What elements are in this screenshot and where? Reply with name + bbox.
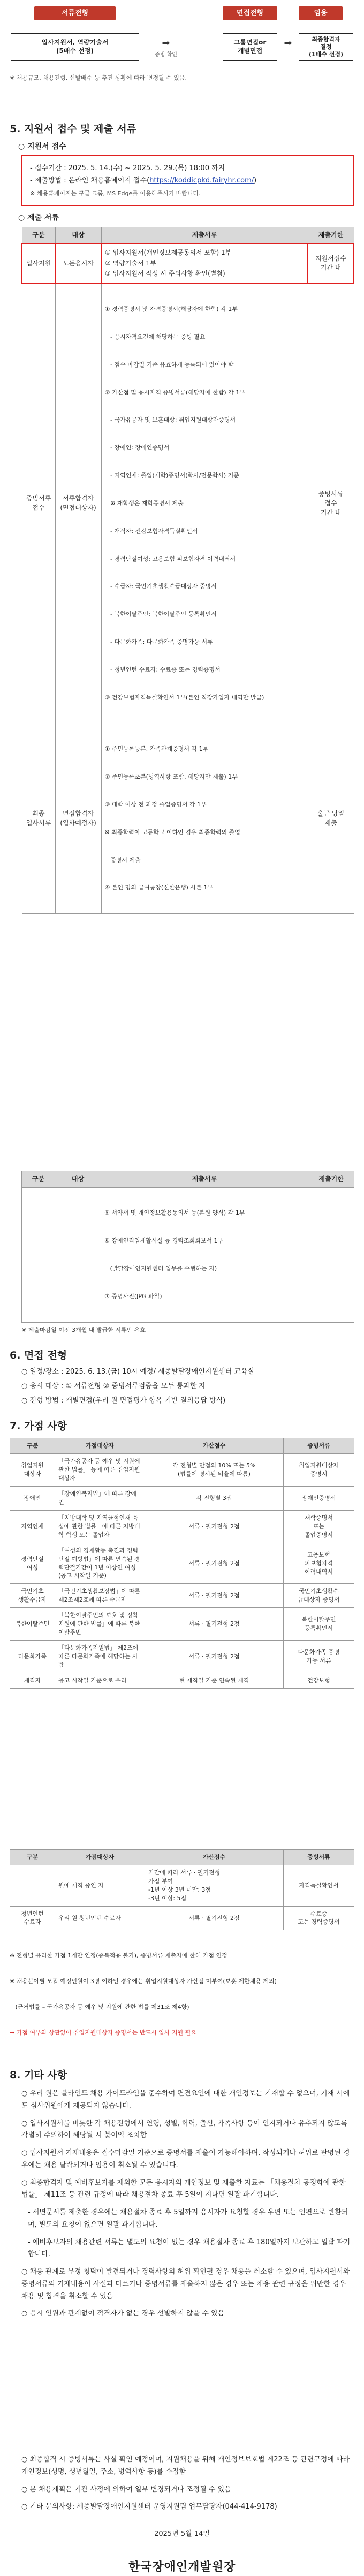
flow-note: ※ 채용규모, 채용전형, 선발배수 등 추진 상황에 따라 변경될 수 있음.	[10, 74, 187, 81]
interview-target: ○ 응시 대상 : ① 서류전형 ② 증빙서류검증을 모두 통과한 자	[21, 1382, 206, 1390]
misc-subitem: - 예비후보자의 채용관련 서류는 별도의 요청이 없는 경우 채용절차 종료 후 180일까지 보관하고 일괄 파기합니다.	[28, 2238, 351, 2259]
doc-item: ⑦ 증명사진(JPG 파일)	[104, 1292, 162, 1300]
row-points: 서류 · 필기전형 2점	[145, 1608, 284, 1641]
arrow-label: 증빙 확인	[155, 52, 177, 58]
stage-label-document: 서류전형	[34, 6, 116, 20]
misc-item: ○ 입사지원서를 비롯한 각 채용전형에서 연령, 성별, 학력, 출신, 가족사항 등이 인지되거나 유추되지 않도록 각별히 주의하여 해당될 시 불이익 조치함	[21, 2119, 348, 2140]
col-header-category: 구분	[10, 1849, 55, 1865]
bonus-points-table-cont	[10, 1849, 354, 1931]
row-category: 재직자	[10, 1673, 55, 1688]
row-target: 공고 시작일 기준으로 우리	[55, 1673, 145, 1688]
row-deadline: 증빙서류 접수 기간 내	[308, 283, 354, 723]
doc-item: - 북한이탈주민: 북한이탈주민 등록확인서	[104, 611, 217, 618]
row-points: 서류 · 필기전형 2점	[145, 1510, 284, 1543]
doc-item: (발달장애인지원센터 업무를 수행하는 자)	[104, 1265, 217, 1272]
table-header-row	[10, 1438, 354, 1454]
arrow-right-icon: ➡	[162, 37, 170, 49]
selection-flow	[10, 0, 354, 117]
stage-box-document: 입사지원서, 역량기술서 (5배수 선정)	[11, 33, 139, 61]
row-target: 「장애인복지법」에 따른 장애인	[55, 1486, 145, 1510]
documents-validity-note: ※ 제출마감일 이전 3개월 내 발급한 서류만 유효	[21, 1326, 146, 1333]
row-target: 「다문화가족지원법」 제2조에 따른 다문화가족에 해당하는 사람	[55, 1641, 145, 1673]
col-header-proof: 증빙서류	[284, 1849, 354, 1865]
row-target: 「여성의 경제활동 촉진과 경력단절 예방법」에 따른 연속된 경력단절기간이 1년 이상인 여성(공고 시작일 기준)	[55, 1543, 145, 1584]
row-points: 서류 · 필기전형 2점	[145, 1543, 284, 1584]
doc-item: ※ 최종학력이 고등학교 이하인 경우 최종학력의 졸업	[104, 828, 240, 836]
table-header-row	[22, 227, 354, 243]
table-row	[10, 1543, 354, 1584]
bonus-note: ※ 채용분야별 모집 예정인원이 3명 이하인 경우에는 취업지원대상자 가산점 미부여(보훈 제한채용 제외)	[10, 1978, 277, 1985]
row-points: 각 전형별 만점의 10% 또는 5% (법률에 명시된 비율에 따름)	[145, 1454, 284, 1487]
doc-item: ② 주민등록초본(병역사항 포함, 해당자만 제출) 1부	[104, 773, 238, 781]
page-gap	[10, 914, 354, 1171]
col-header-points: 가산점수	[145, 1849, 284, 1865]
arrow-final	[279, 39, 297, 48]
row-deadline	[308, 1187, 354, 1322]
misc-subitem: - 서면문서를 제출한 경우에는 채용절차 종료 후 5일까지 응시자가 요청할 경우 우편 또는 인편으로 반환되며, 별도의 요청이 없으면 일괄 파기합니다.	[28, 2208, 348, 2229]
row-proof: 고용보험 피보험자격 이력내역서	[284, 1543, 354, 1584]
row-proof: 건강보험	[284, 1673, 354, 1688]
doc-item: - 다문화가족: 다문화가족 증명가능 서류	[104, 638, 213, 645]
row-category: 경력단절 여성	[10, 1543, 55, 1584]
doc-item: - 청년인턴 수료자: 수료증 또는 경력증명서	[104, 666, 221, 673]
doc-item: ③ 대학 이상 전 과정 졸업증명서 각 1부	[104, 801, 207, 808]
row-category: 지역인재	[10, 1510, 55, 1543]
row-docs	[101, 243, 308, 283]
table-row	[10, 1865, 354, 1906]
application-period: - 접수기간 : 2025. 5. 14.(수) ~ 2025. 5. 29.(목) 18:00 까지	[30, 164, 225, 172]
section-5-title: 5. 지원서 접수 및 제출 서류	[10, 123, 137, 135]
table-row	[10, 1486, 354, 1510]
table-row	[10, 1608, 354, 1641]
doc-item: - 재직자: 건강보험자격득실확인서	[104, 527, 198, 535]
col-header-category: 구분	[22, 227, 55, 243]
col-header-docs: 제출서류	[101, 1171, 308, 1187]
row-proof: 국민기초생활수 급대상자 증명서	[284, 1584, 354, 1608]
doc-item: 증명서 제출	[104, 856, 141, 864]
row-target: 「북한이탈주민의 보호 및 정착지원에 관한 법률」에 따른 북한이탈주민	[55, 1608, 145, 1641]
row-target: 모든응시자	[55, 243, 101, 283]
interview-schedule: ○ 일정/장소 : 2025. 6. 13.(금) 10시 예정/ 세종발달장애인지원센터 교육실	[21, 1368, 254, 1376]
row-category: 입사지원	[22, 243, 55, 283]
misc-item: ○ 응시 인원과 관계없이 적격자가 없는 경우 선발하지 않을 수 있음	[21, 2310, 225, 2318]
row-target: 「국민기초생활보장법」에 따른 제2조제2호에 따른 수급자	[55, 1584, 145, 1608]
row-category: 북한이탈주민	[10, 1608, 55, 1641]
row-target: 원에 재직 중인 자	[55, 1865, 145, 1906]
table-row	[22, 283, 354, 723]
row-target: 면접합격자 (입사예정자)	[55, 723, 101, 914]
stage-label-interview: 면접전형	[223, 6, 277, 20]
doc-item: ② 역량기술서 1부	[105, 259, 156, 267]
section-8-title: 8. 기타 사항	[10, 2069, 67, 2081]
documents-table-cont-wrap	[21, 1171, 354, 1323]
closing-item: ○ 본 채용계획은 기관 사정에 의하여 일부 변경되거나 조정될 수 있음	[21, 2485, 231, 2494]
row-category	[22, 1187, 55, 1322]
row-points: 각 전형별 3점	[145, 1486, 284, 1510]
row-docs	[101, 283, 308, 723]
row-category: 청년인턴 수료자	[10, 1906, 55, 1930]
page-gap	[10, 1689, 354, 1849]
row-points: 서류 · 필기전형 2점	[145, 1641, 284, 1673]
col-header-points: 가산점수	[145, 1438, 284, 1454]
doc-item: - 국가유공자 및 보훈대상: 취업지원대상자증명서	[104, 416, 236, 424]
section-6-title: 6. 면접 전형	[10, 1349, 67, 1361]
table-row	[10, 1673, 354, 1688]
application-method	[30, 176, 346, 186]
row-points: 서류 · 필기전형 2점	[145, 1906, 284, 1930]
interview-items	[21, 1367, 354, 1406]
section-7-title: 7. 가점 사항	[10, 1420, 67, 1432]
col-header-deadline: 제출기한	[308, 1171, 354, 1187]
closing-item: ○ 기타 문의사항: 세종발달장애인지원센터 운영지원팀 업무담당자(044-414-9178)	[21, 2503, 277, 2511]
application-box	[21, 155, 354, 207]
recruitment-homepage-link[interactable]: https://koddicpkd.fairyhr.com/	[149, 176, 254, 185]
col-header-target: 가점대상자	[55, 1438, 145, 1454]
table-row	[10, 1584, 354, 1608]
issuing-organization: 한국장애인개발원장	[128, 2560, 236, 2574]
row-deadline: 지원서접수 기간 내	[308, 243, 354, 283]
row-proof: 다문화가족 증명 가능 서류	[284, 1641, 354, 1673]
row-points: 서류 · 필기전형 2점	[145, 1584, 284, 1608]
row-target: 「지방대학 및 지역균형인재 육성에 관한 법률」에 따른 지방대학 학생 또는 졸업자	[55, 1510, 145, 1543]
table-header-row	[22, 1171, 354, 1187]
row-category: 장애인	[10, 1486, 55, 1510]
row-target: 「국가유공자 등 예우 및 지원에관한 법률」 등에 따른 취업지원대상자	[55, 1454, 145, 1487]
table-row	[22, 243, 354, 283]
doc-item: ① 입사지원서(개인정보제공동의서 포함) 1부	[105, 249, 232, 257]
method-suffix: )	[254, 176, 257, 185]
row-docs	[101, 723, 308, 914]
notice-date: 2025년 5월 14일	[154, 2530, 210, 2539]
doc-item: ③ 건강보험자격득실확인서 1부(본인 직장가입자 내역만 발급)	[104, 693, 264, 701]
row-category	[10, 1865, 55, 1906]
doc-item: ① 주민등록등본, 가족관계증명서 각 1부	[104, 745, 209, 753]
row-proof: 수료증 또는 경력증명서	[284, 1906, 354, 1930]
arrow-verify	[147, 39, 185, 59]
row-points: 현 재직일 기준 연속된 재직	[145, 1673, 284, 1688]
col-header-category: 구분	[10, 1438, 55, 1454]
row-proof: 북한이탈주민 등록확인서	[284, 1608, 354, 1641]
method-prefix: - 제출방법 : 온라인 채용홈페이지 접수(	[30, 176, 150, 185]
doc-item: ⑥ 장애인직업재활시설 등 경력조회회보서 1부	[104, 1237, 224, 1245]
row-category: 다문화가족	[10, 1641, 55, 1673]
bonus-note: ※ 전형별 유리한 가점 1개만 인정(중복적용 불가), 증빙서류 제출자에 한해 가점 인정	[10, 1952, 228, 1960]
bonus-notes	[10, 1934, 354, 2054]
bonus-red-note: → 가점 여부와 상관없이 취업지원대상자 증명서는 반드시 입사 지원 필요	[10, 2029, 196, 2036]
misc-item: ○ 우리 원은 블라인드 채용 가이드라인을 준수하여 편견요인에 대한 개인정보는 기재할 수 없으며, 기재 시에도 심사위원에게 제공되지 않습니다.	[21, 2090, 350, 2110]
arrow-right-icon: ➡	[284, 37, 292, 49]
misc-item: ○ 입사지원서 기재내용은 접수마감일 기준으로 증명서를 제출이 가능해야하며, 작성되거나 허위로 판명된 경우에는 채용 탈락되거나 임용이 취소될 수 있습니다.	[21, 2149, 350, 2169]
row-target: 우리 원 청년인턴 수료자	[55, 1906, 145, 1930]
doc-item: ② 가산점 및 응시자격 증빙서류(해당자에 한함) 각 1부	[104, 388, 245, 396]
table-row	[10, 1641, 354, 1673]
stage-box-interview: 그룹면접or 개별면접	[223, 33, 277, 61]
table-row	[10, 1454, 354, 1487]
row-category: 증빙서류 접수	[22, 283, 55, 723]
row-points: 기간에 따라 서류 · 필기전형 가점 부여 -1년 이상 3년 미만: 3점 -3년 이상: 5점	[145, 1865, 284, 1906]
stage-label-appointment: 임용	[299, 6, 343, 20]
doc-item: - 수급자: 국민기초생활수급대상자 증명서	[104, 583, 217, 590]
documents-table-wrap	[21, 227, 354, 914]
doc-item: ※ 재학생은 재학증명서 제출	[104, 499, 184, 507]
closing-item: ○ 최종합격 시 증빙서류는 사실 확인 예정이며, 지원채용을 위해 개인정보보호법 제22조 등 관련규정에 따라 개인정보(성명, 생년월일, 주소, 병역사항 등)를 수집함	[21, 2456, 350, 2476]
row-category: 국민기초 생활수급자	[10, 1584, 55, 1608]
documents-table	[21, 227, 354, 914]
doc-item: ① 경력증명서 및 자격증명서(해당자에 한함) 각 1부	[104, 306, 238, 313]
row-target: 서류합격자 (면접대상자)	[55, 283, 101, 723]
row-docs	[101, 1187, 308, 1322]
bonus-note: (근거법률 – 국가유공자 등 예우 및 지원에 관한 법률 제31조 제4항)	[10, 2003, 189, 2010]
col-header-target: 대상	[55, 227, 101, 243]
doc-item: - 장애인: 장애인증명서	[104, 444, 170, 452]
col-header-category: 구분	[22, 1171, 55, 1187]
row-category: 취업지원 대상자	[10, 1454, 55, 1487]
documents-table-cont	[21, 1171, 354, 1323]
misc-item: ○ 채용 관계로 부정 청탁이 발견되거나 경력사항의 허위 확인될 경우 채용을 취소할 수 있으며, 입사지원서와 증명서류의 기재내용이 사실과 다르거나 증명서류를 제출하지 않은 경우 또는 채용 관련 규정을 위반한 경우 채용 및 합격을 취소할 수 있음	[21, 2268, 350, 2300]
browser-note: ※ 채용홈페이지는 구글 크롬, MS Edge를 이용해주시기 바랍니다.	[30, 189, 201, 197]
section-5-sub-application: ○ 지원서 접수	[18, 142, 66, 151]
row-proof: 취업지원대상자 증명서	[284, 1454, 354, 1487]
col-header-proof: 증빙서류	[284, 1438, 354, 1454]
row-category: 최종 입사서류	[22, 723, 55, 914]
col-header-deadline: 제출기한	[308, 227, 354, 243]
row-proof: 재학증명서 또는 졸업증명서	[284, 1510, 354, 1543]
section-5-sub-documents: ○ 제출 서류	[18, 214, 59, 223]
table-row	[22, 723, 354, 914]
col-header-target: 대상	[55, 1171, 101, 1187]
table-row	[10, 1510, 354, 1543]
doc-item: - 응시자격요건에 해당하는 증빙 필요	[104, 333, 206, 341]
doc-item: ⑤ 서약서 및 개인정보활용동의서 등(본원 양식) 각 1부	[104, 1209, 245, 1217]
doc-item: ③ 입사지원서 작성 시 주의사항 확인(별첨)	[105, 269, 225, 277]
doc-item: - 접수 마감일 기준 유효하게 등록되어 있어야 함	[104, 361, 234, 368]
doc-item: ④ 본인 명의 급여통장(신한은행) 사본 1부	[104, 884, 213, 891]
row-proof: 장애인증명서	[284, 1486, 354, 1510]
interview-method: ○ 전형 방법 : 개별면접(우리 원 면접평가 항목 기반 질의응답 방식)	[21, 1396, 226, 1405]
bonus-points-table	[10, 1438, 354, 1689]
row-proof: 자격득실확인서	[284, 1865, 354, 1906]
col-header-target: 가점대상자	[55, 1849, 145, 1865]
doc-item: - 지역인재: 졸업(재학)증명서(학사/전문학사) 기준	[104, 472, 239, 479]
row-target	[55, 1187, 101, 1322]
doc-item: - 경력단절여성: 고용보험 피보험자격 이력내역서	[104, 555, 236, 562]
page-gap	[10, 2326, 354, 2449]
table-row	[10, 1906, 354, 1930]
misc-item: ○ 최종합격자 및 예비후보자를 제외한 모든 응시자의 개인정보 및 제출한 자료는 「채용절차 공정화에 관한 법률」 제11조 등 관련 규정에 따라 채용절차 종료 후 5일이 지나면 일괄 파기합니다.	[21, 2178, 346, 2199]
row-deadline: 출근 당일 제출	[308, 723, 354, 914]
col-header-docs: 제출서류	[101, 227, 308, 243]
table-row	[22, 1187, 354, 1322]
table-header-row	[10, 1849, 354, 1865]
stage-box-appointment: 최종합격자 결정 (1배수 선정)	[299, 33, 353, 61]
